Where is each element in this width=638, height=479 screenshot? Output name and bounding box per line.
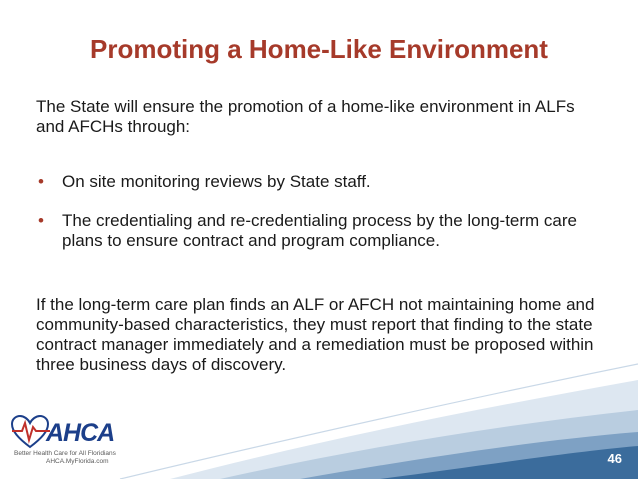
intro-paragraph: The State will ensure the promotion of a home-like environment in ALFs and AFCHs through: <box>36 97 575 136</box>
ahca-logo <box>8 412 148 468</box>
ahca-wordmark: AHCA <box>46 419 115 447</box>
logo-website: AHCA.MyFlorida.com <box>46 458 109 465</box>
page-number: 46 <box>607 451 622 466</box>
bullet-item <box>36 172 602 192</box>
bullet-marker: • <box>38 172 44 191</box>
bullet-list <box>36 172 602 251</box>
logo-tagline: Better Health Care for All Floridians <box>14 450 116 457</box>
bullet-text: On site monitoring reviews by State staff. <box>62 172 371 191</box>
slide-title: Promoting a Home-Like Environment <box>90 34 548 64</box>
bullet-text: The credentialing and re-credentialing process by the long-term care plans to ensure contract and program compliance. <box>62 211 577 250</box>
bullet-marker: • <box>38 211 44 230</box>
closing-paragraph: If the long-term care plan finds an ALF or AFCH not maintaining home and community-based characteristics, they must report that finding to the state contract manager immediately and a remediation must be proposed within three business days of discovery. <box>36 295 595 374</box>
heartbeat-icon <box>10 414 50 450</box>
bullet-item <box>36 211 602 251</box>
